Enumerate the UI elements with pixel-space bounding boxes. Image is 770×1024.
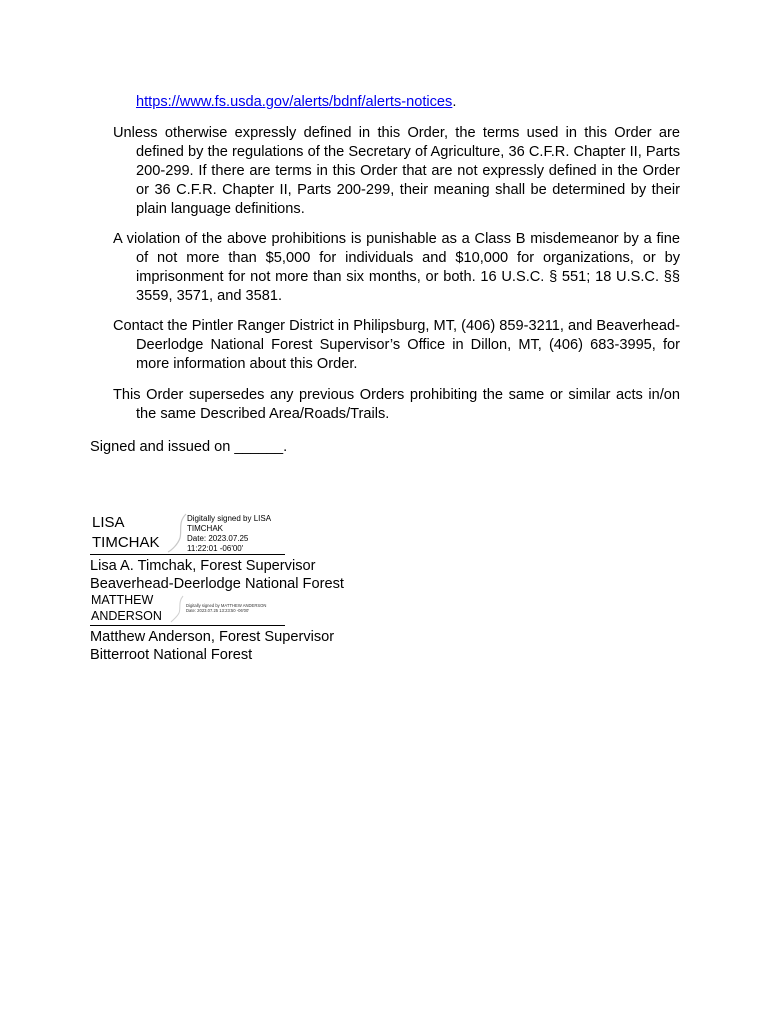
digital-note-line: Digitally signed by LISA xyxy=(187,514,272,523)
contact-paragraph: Contact the Pintler Ranger District in Philipsburg, MT, (406) 859-3211, and Beaverhead-Deerlodge National Forest Supervisor’s Office in Dillon, MT, (406) 683-3995, for more information about this Order. xyxy=(113,318,680,372)
signer-title-line2: Bitterroot National Forest xyxy=(90,647,253,663)
signer-title-line1: Lisa A. Timchak, Forest Supervisor xyxy=(90,558,316,574)
signature-name-line1: LISA xyxy=(92,514,125,531)
link-suffix: . xyxy=(452,94,457,110)
violation-paragraph: A violation of the above prohibitions is punishable as a Class B misdemeanor by a fine of not more than $5,000 for individuals and $10,000 for organizations, or by imprisonment for not more than six months, or both. 16 U.S.C. § 551; 18 U.S.C. §§ 3559, 3571, and 3581. xyxy=(113,231,680,304)
signer-title-line2: Beaverhead-Deerlodge National Forest xyxy=(90,576,344,592)
definitions-paragraph: Unless otherwise expressly defined in this Order, the terms used in this Order are defined by the regulations of the Secretary of Agriculture, 36 C.F.R. Chapter II, Parts 200-299. If there are terms in this Order that are not expressly defined in the Order or 36 C.F.R. Chapter II, Parts 200-299, their meaning shall be determined by their plain language definitions. xyxy=(113,125,680,217)
digital-note-line: 11:22:01 -06'00' xyxy=(187,544,244,553)
supersedes-paragraph: This Order supersedes any previous Orders prohibiting the same or similar acts in/on the same Described Area/Roads/Trails. xyxy=(113,387,680,422)
signature-name-line2: ANDERSON xyxy=(91,609,162,623)
digital-note-line: Date: 2023.07.25 xyxy=(187,534,249,543)
alerts-link-line xyxy=(136,93,696,112)
digital-note-line: TIMCHAK xyxy=(187,524,223,533)
signature-rule xyxy=(90,625,285,626)
digital-note-line: Digitally signed by MATTHEW ANDERSON xyxy=(186,603,267,608)
alerts-notices-link[interactable]: https://www.fs.usda.gov/alerts/bdnf/alerts-notices xyxy=(136,94,453,110)
digital-note-line: Date: 2023.07.25 13:23:50 -06'00' xyxy=(186,608,250,613)
signed-issued-line: Signed and issued on ______. xyxy=(90,439,288,455)
digital-signature-note xyxy=(187,514,297,554)
signature-mark-icon xyxy=(168,594,186,624)
signature-name-line2: TIMCHAK xyxy=(92,534,160,551)
signer-title-line1: Matthew Anderson, Forest Supervisor xyxy=(90,629,335,645)
signature-rule xyxy=(90,554,285,555)
signature-name-line1: MATTHEW xyxy=(91,593,154,607)
digital-signature-note xyxy=(186,603,276,613)
